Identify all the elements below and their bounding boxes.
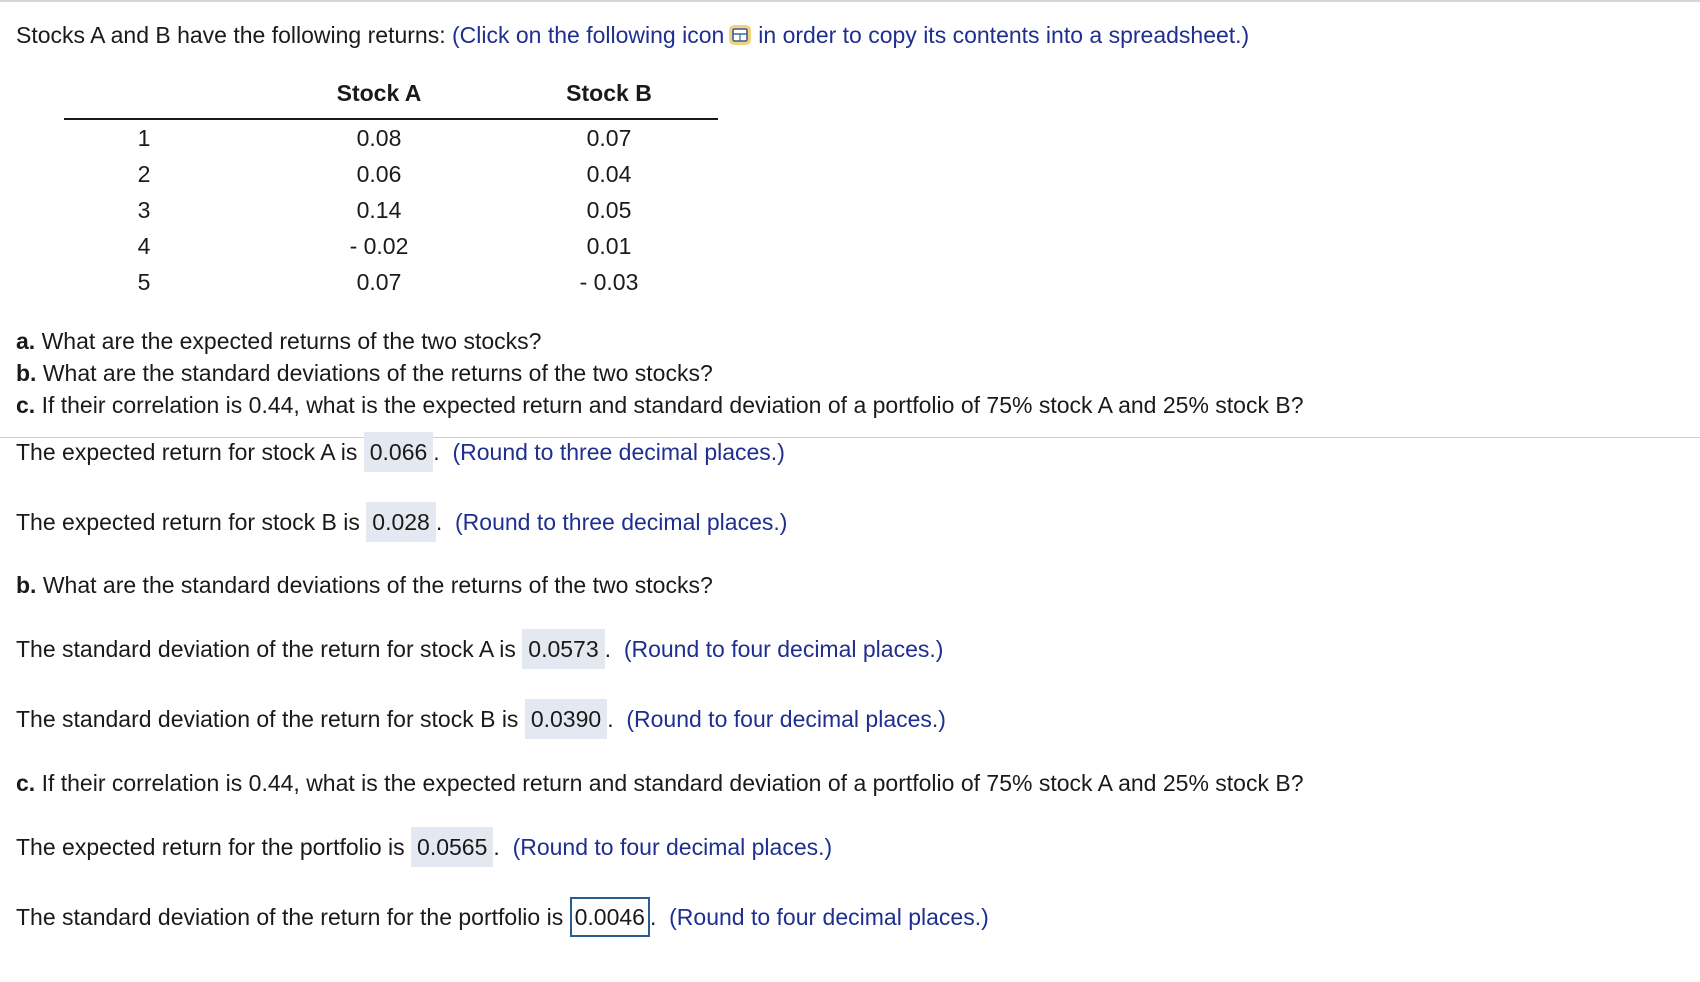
er-b-prefix: The expected return for stock B is (16, 509, 367, 535)
er-p-hint: (Round to four decimal places.) (512, 834, 833, 860)
section-c-letter: c. (16, 770, 36, 796)
er-b-suffix: . (435, 509, 443, 535)
stock-a-return: 0.06 (356, 161, 402, 187)
table-row (64, 120, 718, 156)
question-a (16, 325, 1304, 357)
row-index: 5 (137, 269, 151, 295)
er-a-suffix: . (433, 439, 440, 465)
stock-a-return: 0.14 (356, 197, 402, 223)
sd-b-answer-field[interactable]: 0.0390 (525, 699, 607, 739)
table-row (64, 228, 718, 264)
answer-line-er-portfolio (16, 825, 832, 869)
header-stock-b: Stock B (566, 80, 652, 106)
er-portfolio-answer-field[interactable]: 0.0565 (411, 827, 493, 867)
stock-b-return: 0.04 (586, 161, 632, 187)
sd-a-hint: (Round to four decimal places.) (623, 636, 944, 662)
intro-line (16, 22, 1249, 52)
section-c-heading (16, 761, 1304, 805)
question-c-text: If their correlation is 0.44, what is the expected return and standard deviation of a portfolio of 75% stock A and 25% stock B? (35, 392, 1304, 418)
er-a-hint: (Round to three decimal places.) (452, 439, 785, 465)
row-index: 3 (137, 197, 151, 223)
er-p-prefix: The expected return for the portfolio is (16, 834, 412, 860)
sd-a-prefix: The standard deviation of the return for stock A is (16, 636, 523, 662)
sd-a-answer-field[interactable]: 0.0573 (522, 629, 604, 669)
sd-a-suffix: . (604, 636, 612, 662)
spreadsheet-copy-icon[interactable] (728, 24, 752, 52)
sd-p-hint: (Round to four decimal places.) (669, 904, 989, 930)
stock-b-return: 0.07 (586, 125, 632, 151)
question-a-letter: a. (16, 328, 36, 354)
er-a-answer-field[interactable]: 0.066 (364, 432, 434, 472)
er-b-hint: (Round to three decimal places.) (455, 509, 788, 535)
returns-table (64, 80, 718, 300)
sd-portfolio-answer-field[interactable]: 0.0046 (570, 897, 650, 937)
er-b-answer-field[interactable]: 0.028 (366, 502, 436, 542)
question-a-text: What are the expected returns of the two stocks? (35, 328, 542, 354)
stock-b-return: 0.01 (586, 233, 632, 259)
sd-b-suffix: . (607, 706, 614, 732)
stock-a-return: 0.08 (356, 125, 402, 151)
question-b-letter: b. (16, 360, 37, 386)
question-b (16, 357, 1304, 389)
returns-table-header (64, 80, 718, 120)
table-row (64, 192, 718, 228)
top-divider (0, 0, 1700, 2)
section-b-text: What are the standard deviations of the returns of the two stocks? (36, 572, 713, 598)
answer-line-er-a (16, 430, 785, 474)
header-stock-a: Stock A (336, 80, 422, 106)
table-row (64, 156, 718, 192)
row-index: 4 (137, 233, 151, 259)
question-b-text: What are the standard deviations of the returns of the two stocks? (36, 360, 713, 386)
answer-line-er-b (16, 500, 787, 544)
sd-p-prefix: The standard deviation of the return for the portfolio is (16, 904, 570, 930)
question-c (16, 389, 1304, 421)
section-c-text: If their correlation is 0.44, what is the expected return and standard deviation of a portfolio of 75% stock A and 25% stock B? (35, 770, 1304, 796)
question-c-letter: c. (16, 392, 36, 418)
row-index: 1 (137, 125, 151, 151)
er-a-prefix: The expected return for stock A is (16, 439, 364, 465)
answer-line-sd-portfolio (16, 895, 989, 939)
stock-a-return: 0.07 (356, 269, 402, 295)
stock-b-return: 0.05 (586, 197, 632, 223)
answer-line-sd-a (16, 627, 943, 671)
stock-a-return: - 0.02 (349, 233, 409, 259)
answer-line-sd-b (16, 697, 946, 741)
section-b-heading (16, 563, 713, 607)
sd-p-suffix: . (649, 904, 657, 930)
sd-b-prefix: The standard deviation of the return for stock B is (16, 706, 525, 732)
intro-hint-after: in order to copy its contents into a spreadsheet.) (758, 22, 1250, 48)
question-list (16, 325, 1304, 421)
intro-text: Stocks A and B have the following returns: (16, 22, 452, 48)
sd-b-hint: (Round to four decimal places.) (626, 706, 946, 732)
stock-b-return: - 0.03 (579, 269, 639, 295)
table-row (64, 264, 718, 300)
section-b-letter: b. (16, 572, 37, 598)
er-p-suffix: . (493, 834, 500, 860)
intro-hint-before: (Click on the following icon (451, 22, 725, 48)
row-index: 2 (137, 161, 151, 187)
